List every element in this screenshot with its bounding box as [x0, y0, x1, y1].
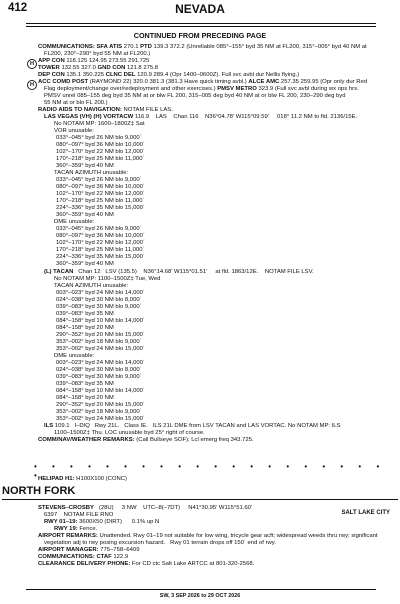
top-rule: [26, 23, 376, 24]
las-vegas-line: 353°–002° byd 24 NM blo 15,000´: [56, 415, 145, 422]
continued-banner: CONTINUED FROM PRECEDING PAGE: [133, 31, 267, 40]
helipad-line: HELIPAD H1: H100X100 (CONC): [38, 476, 127, 482]
las-vegas-line: 353°–002° byd 18 NM blo 9,000´: [56, 338, 142, 345]
page-number: 412: [8, 2, 28, 14]
las-vegas-line: 084°–158° byd 10 NM blo 14,000´: [56, 387, 145, 394]
footer-validity: SW, 3 SEP 2026 to 29 OCT 2026: [159, 593, 241, 599]
las-vegas-line: COMMUNICATIONS: SFA ATIS 270.1 PTD 139.3 372.2 (Unreliable 085°–155° byd 35 NM at FL200, 315°–005° byd 40 NM at: [38, 44, 367, 50]
las-vegas-line: 080°–097° byd 36 NM blo 10,000´: [56, 233, 145, 240]
las-vegas-line: TACAN AZIMUTH unusable:: [54, 282, 129, 289]
las-vegas-line: 033°–045° byd 26 NM blo 9,000´: [56, 226, 142, 233]
las-vegas-line: 024°–038° byd 30 NM blo 8,000´: [56, 366, 142, 373]
las-vegas-entry-body: [38, 44, 388, 444]
city-label: SALT LAKE CITY: [341, 510, 390, 516]
stevens-crosby-line: AIRPORT MANAGER: 775–758–6409: [38, 547, 140, 553]
las-vegas-line: LAS VEGAS (VH) (H) VORTACW 116.9 LAS Chan 116 N36°04.78′ W115°09.59′ 018° 11.2 NM to fld. 2136/15E.: [44, 114, 358, 121]
las-vegas-line: 084°–158° byd 10 NM blo 14,000´: [56, 317, 145, 324]
las-vegas-line: 170°–218° byd 25 NM blo 11,000´: [56, 247, 145, 254]
las-vegas-line: 1100–1500Z‡ Thu. LOC unusable byd 25° right of course.: [54, 429, 205, 436]
nav-marker-1: H: [27, 59, 37, 69]
las-vegas-line: 003°–023° byd 24 NM blo 14,000´: [56, 289, 145, 296]
nav-marker-2: H: [27, 80, 37, 90]
stevens-crosby-line: RWY 19: Fence.: [54, 526, 98, 532]
las-vegas-line: DME unusable:: [54, 219, 95, 226]
las-vegas-line: 224°–336° byd 35 NM blo 15,000´: [56, 205, 145, 212]
section-rule: [2, 499, 398, 500]
stevens-crosby-line: AIRPORT REMARKS: Unattended. Rwy 01–19 not suitable for low wing, tricycle gear acft; widespread weeds thru rwy; significant: [38, 533, 378, 539]
las-vegas-line: 55 NM at or blo FL 200.): [44, 100, 108, 107]
las-vegas-line: ILS 109.1 I–DIQ Rwy 21L. Class IE. ILS 21L DME from LSV TACAN and LAS VORTAC. No NOTAM MP: ILS: [44, 422, 341, 429]
las-vegas-line: DEP CON 135.1 350.225 CLNC DEL 120.9 289.4 (Opr 1400–0600Z). Full svc avbl dur Nellis flying.): [38, 72, 300, 79]
las-vegas-line: TOWER 132.55 327.0 GND CON 121.8 275.8: [38, 65, 159, 72]
las-vegas-line: 360°–359° byd 40 NM: [56, 212, 114, 219]
las-vegas-line: 353°–002° byd 18 NM blo 9,000´: [56, 408, 142, 415]
las-vegas-line: 170°–218° byd 25 NM blo 11,000´: [56, 198, 145, 205]
las-vegas-line: 360°–359° byd 40 NM: [56, 163, 114, 170]
las-vegas-line: 039°–083° byd 35 NM: [56, 310, 114, 317]
stevens-crosby-line: COMMUNICATIONS: CTAF 122.9: [38, 554, 129, 560]
las-vegas-line: 360°–359° byd 40 NM: [56, 261, 114, 268]
las-vegas-line: FL200, 230°–290° byd 55 NM at FL200.): [44, 51, 151, 58]
las-vegas-line: 080°–097° byd 36 NM blo 10,000´: [56, 142, 145, 149]
las-vegas-line: 033°–045° byd 26 NM blo 9,000´: [56, 177, 142, 184]
las-vegas-line: 080°–097° byd 36 NM blo 10,000´: [56, 184, 145, 191]
bottom-rule: [26, 589, 376, 590]
las-vegas-line: No NOTAM MP: 1100–1500Z‡ Tue, Wed: [54, 275, 161, 282]
las-vegas-line: Flag deployment/change over/redeployment and other exercises.) PMSV METRO 323.9 (Full svc avbl during wx ops hrs.: [44, 86, 359, 93]
las-vegas-line: 003°–023° byd 24 NM blo 14,000´: [56, 359, 145, 366]
las-vegas-line: 290°–352° byd 20 NM blo 15,000´: [56, 401, 145, 408]
stevens-crosby-line: vegetation adj to rwy posing excursion hazard. Rwy 01 terrain drops off 150´ end of rwy.: [44, 540, 276, 546]
las-vegas-line: 024°–038° byd 30 NM blo 8,000´: [56, 296, 142, 303]
las-vegas-line: No NOTAM MP: 1600–1800Z‡ Sat: [54, 121, 145, 128]
las-vegas-line: 039°–083° byd 35 NM: [56, 380, 114, 387]
las-vegas-line: 290°–352° byd 20 NM blo 15,000´: [56, 331, 145, 338]
las-vegas-line: TACAN AZIMUTH unusable:: [54, 170, 129, 177]
las-vegas-line: 084°–158° byd 20 NM: [56, 324, 114, 331]
top-rule-2: [26, 26, 376, 27]
las-vegas-line: COMM/NAV/WEATHER REMARKS: (Call Bullseye SOF); Lcl emerg freq 343.725.: [38, 436, 254, 443]
las-vegas-line: 102°–170° byd 22 NM blo 12,000´: [56, 240, 145, 247]
stevens-crosby-entry-body: [38, 505, 388, 568]
las-vegas-line: 084°–158° byd 20 NM: [56, 394, 114, 401]
las-vegas-line: 170°–218° byd 25 NM blo 11,000´: [56, 156, 145, 163]
las-vegas-line: 033°–045° byd 26 NM blo 9,000´: [56, 135, 142, 142]
las-vegas-line: 102°–170° byd 22 NM blo 12,000´: [56, 149, 145, 156]
stevens-crosby-line: 6397 NOTAM FILE RNO: [44, 512, 114, 518]
las-vegas-line: 039°–083° byd 30 NM blo 9,000´: [56, 303, 142, 310]
las-vegas-line: 224°–336° byd 35 NM blo 15,000´: [56, 254, 145, 261]
las-vegas-line: VOR unusable:: [54, 128, 94, 135]
state-title: NEVADA: [175, 2, 225, 16]
separator-dots: • • • • • • • • • • • • • • • • • • • • •: [34, 462, 380, 480]
las-vegas-line: PMSV unrel 085–155 deg byd 35 NM at or blw FL 200, 315–005 deg byd 40 NM at or blw FL 200, 230–290 deg byd: [44, 93, 346, 100]
las-vegas-line: (L) TACAN Chan 12 LSV (135.5) N36°14.68′ W115°01.51′ at fld. 1863/12E. NOTAM FILE LSV.: [44, 268, 314, 275]
stevens-crosby-line: RWY 01–19: 3600X50 (DIRT) 0.1% up N: [44, 519, 160, 525]
las-vegas-line: 353°–002° byd 24 NM blo 15,000´: [56, 345, 145, 352]
section-title: NORTH FORK: [2, 485, 76, 497]
las-vegas-line: 039°–083° byd 30 NM blo 9,000´: [56, 373, 142, 380]
stevens-crosby-line: CLEARANCE DELIVERY PHONE: For CD ctc Salt Lake ARTCC at 801-320-2568.: [38, 561, 255, 567]
las-vegas-line: DME unusable:: [54, 352, 95, 359]
las-vegas-line: 102°–170° byd 22 NM blo 12,000´: [56, 191, 145, 198]
las-vegas-line: APP CON 118.125 124.95 273.55 291.725: [38, 58, 150, 65]
stevens-crosby-line: STEVENS–CROSBY (28U) 3 NW UTC–8(–7DT) N41°30.95′ W115°51.60′: [38, 505, 253, 511]
las-vegas-line: RADIO AIDS TO NAVIGATION: NOTAM FILE LAS.: [38, 107, 173, 114]
las-vegas-line: ACC COMD POST (RAYMOND 22) 320.0 381.3 (381.3 Have quick timing avbl.) ALCE AMC 257.35 259.95 (Opr only dur Red: [38, 79, 368, 86]
